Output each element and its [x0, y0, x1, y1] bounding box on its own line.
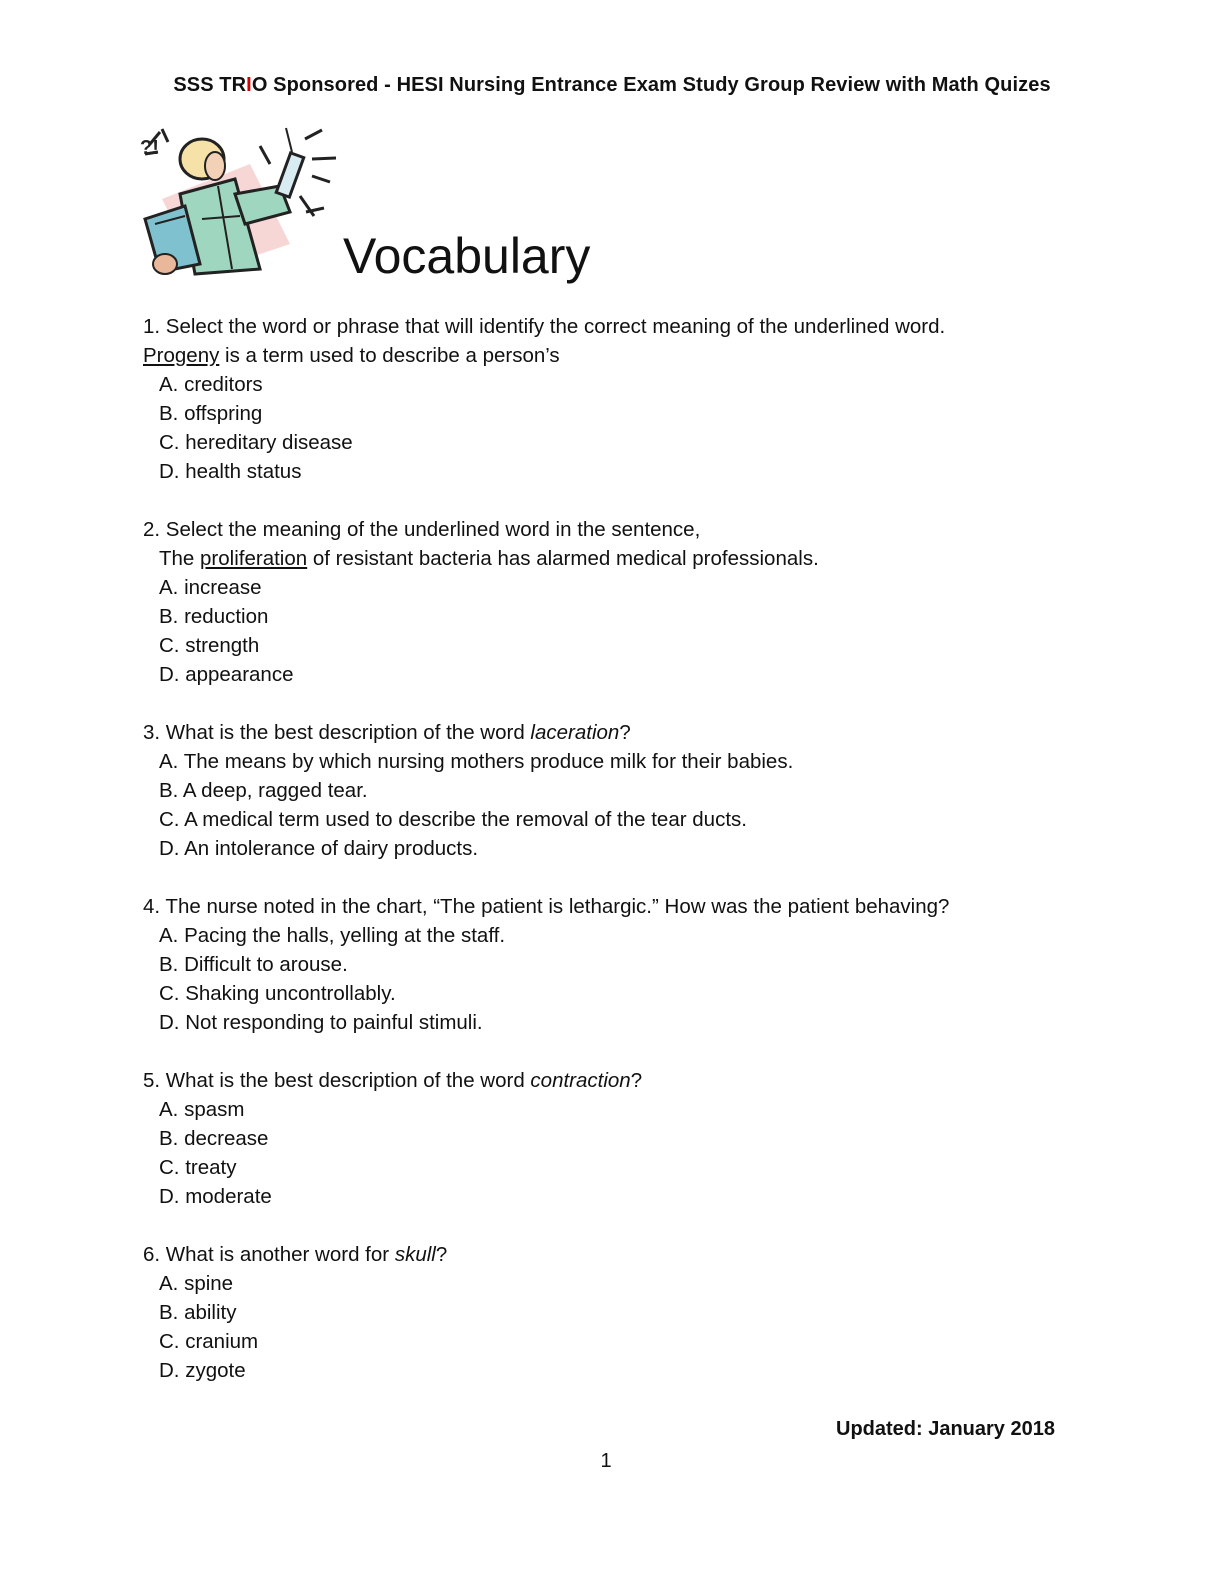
svg-text:?!: ?! — [140, 137, 159, 159]
page-title: Vocabulary — [343, 228, 591, 284]
question-stem: 4. The nurse noted in the chart, “The patient is lethargic.” How was the patient behaving? — [143, 895, 950, 918]
question-2 — [143, 515, 1143, 689]
answer-option: B. Difficult to arouse. — [159, 953, 348, 976]
updated-date: Updated: January 2018 — [836, 1418, 1055, 1440]
question-1 — [143, 312, 1143, 486]
answer-option: D. Not responding to painful stimuli. — [159, 1011, 483, 1034]
question-prompt: 1. Select the word or phrase that will identify the correct meaning of the underlined word. — [143, 315, 946, 338]
page-number: 1 — [600, 1450, 612, 1472]
question-3 — [143, 718, 1143, 863]
question-stem: 5. What is the best description of the word contraction? — [143, 1069, 643, 1092]
question-5 — [143, 1066, 1143, 1211]
answer-option: D. appearance — [159, 663, 294, 686]
answer-option: D. zygote — [159, 1359, 246, 1382]
underlined-word: proliferation — [200, 547, 308, 570]
question-stem: The proliferation of resistant bacteria has alarmed medical professionals. — [159, 547, 819, 570]
nurse-with-syringe-clipart-icon — [140, 124, 345, 276]
question-6 — [143, 1240, 1143, 1385]
header-text: SSS TR — [173, 74, 247, 96]
header-accent-letter: I — [246, 74, 252, 96]
answer-option: C. cranium — [159, 1330, 259, 1353]
answer-option: B. ability — [159, 1301, 237, 1324]
question-stem: 6. What is another word for skull? — [143, 1243, 448, 1266]
question-4 — [143, 892, 1143, 1037]
answer-option: D. health status — [159, 460, 302, 483]
page-header — [0, 74, 1224, 97]
answer-option: D. An intolerance of dairy products. — [159, 837, 479, 860]
answer-option: C. A medical term used to describe the removal of the tear ducts. — [159, 808, 747, 831]
answer-option: A. increase — [159, 576, 262, 599]
answer-option: C. Shaking uncontrollably. — [159, 982, 396, 1005]
answer-option: A. spasm — [159, 1098, 245, 1121]
answer-option: A. The means by which nursing mothers produce milk for their babies. — [159, 750, 794, 773]
answer-option: D. moderate — [159, 1185, 272, 1208]
answer-option: B. decrease — [159, 1127, 269, 1150]
answer-option: A. spine — [159, 1272, 234, 1295]
underlined-word: Progeny — [143, 344, 220, 367]
question-prompt: 2. Select the meaning of the underlined word in the sentence, — [143, 518, 701, 541]
answer-option: C. treaty — [159, 1156, 237, 1179]
question-stem: 3. What is the best description of the word laceration? — [143, 721, 631, 744]
header-text-rest: O Sponsored - HESI Nursing Entrance Exam Study Group Review with Math Quizes — [251, 74, 1051, 96]
italic-word: contraction — [530, 1069, 631, 1092]
answer-option: C. strength — [159, 634, 260, 657]
italic-word: laceration — [530, 721, 620, 744]
answer-option: B. reduction — [159, 605, 269, 628]
question-list — [143, 312, 1143, 1414]
answer-option: A. Pacing the halls, yelling at the staff. — [159, 924, 506, 947]
italic-word: skull — [394, 1243, 436, 1266]
answer-option: C. hereditary disease — [159, 431, 353, 454]
answer-option: A. creditors — [159, 373, 263, 396]
answer-option: B. A deep, ragged tear. — [159, 779, 368, 802]
question-stem: Progeny is a term used to describe a person’s — [143, 344, 560, 367]
answer-option: B. offspring — [159, 402, 263, 425]
